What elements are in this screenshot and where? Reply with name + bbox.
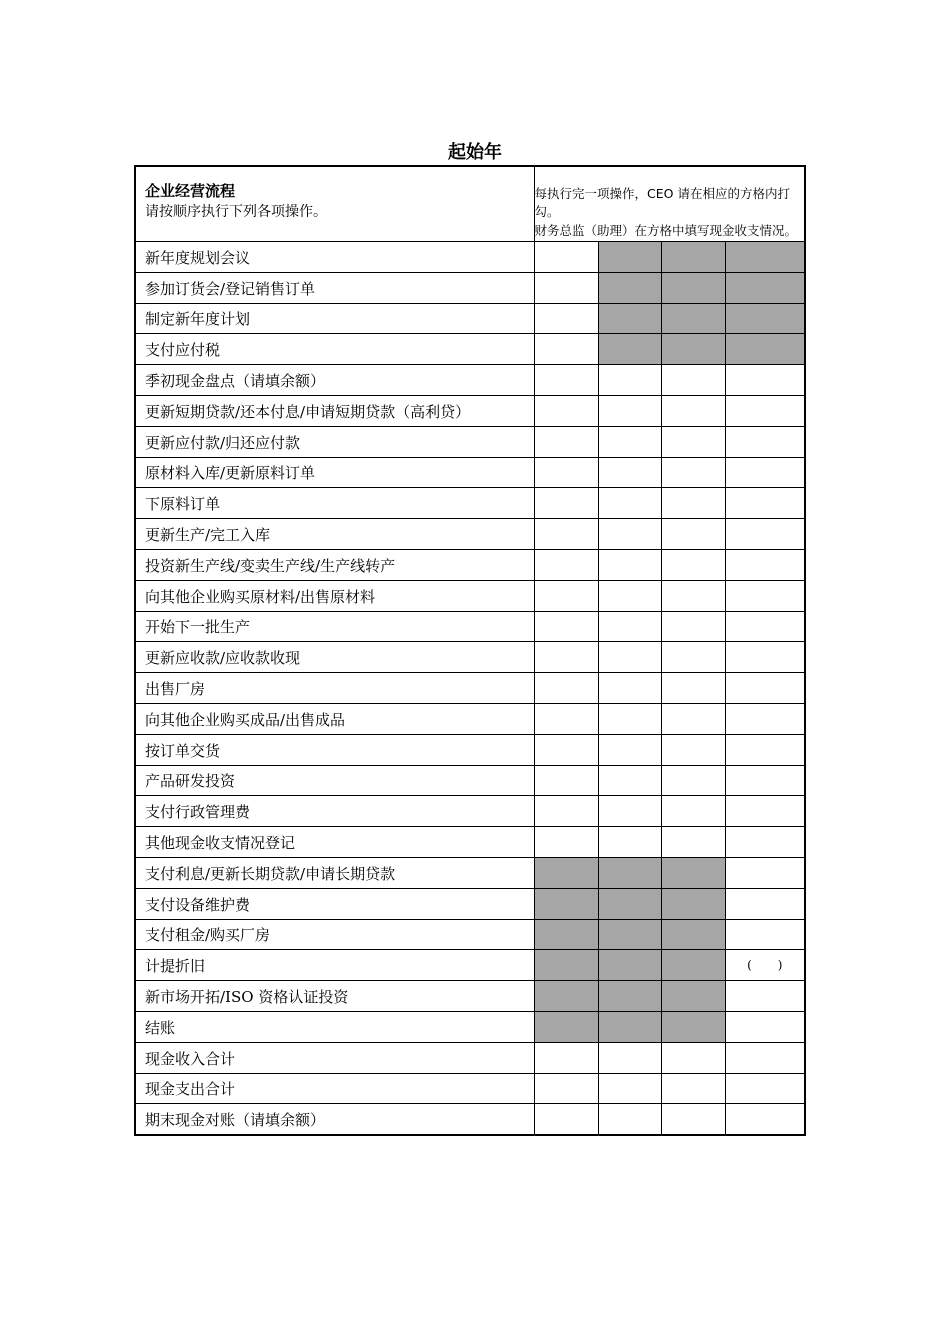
table-row [135,1073,805,1104]
entry-cell[interactable] [598,1073,661,1104]
table-header-row [135,166,805,242]
header-cfo-instruction: 财务总监（助理）在方格中填写现金收支情况。 [534,223,798,238]
entry-cell[interactable] [598,796,661,827]
shaded-cell [661,857,725,888]
entry-cell[interactable] [725,827,805,858]
operation-label: 向其他企业购买成品/出售成品 [135,703,534,734]
entry-cell[interactable] [598,827,661,858]
shaded-cell [661,950,725,981]
entry-cell[interactable] [725,611,805,642]
operations-table [134,165,806,1136]
operation-label: 参加订货会/登记销售订单 [135,272,534,303]
entry-cell[interactable] [661,703,725,734]
entry-cell[interactable] [661,549,725,580]
shaded-cell [661,888,725,919]
table-row [135,734,805,765]
table-row [135,857,805,888]
shaded-cell [598,1011,661,1042]
header-process-instruction: 请按顺序执行下列各项操作。 [145,204,327,220]
table-row [135,519,805,550]
entry-cell[interactable] [534,457,598,488]
table-row [135,703,805,734]
entry-cell[interactable] [534,673,598,704]
entry-cell[interactable] [661,580,725,611]
table-row [135,827,805,858]
entry-cell[interactable] [661,1042,725,1073]
operation-label: 制定新年度计划 [135,303,534,334]
shaded-cell [598,857,661,888]
entry-cell[interactable] [534,1073,598,1104]
entry-cell[interactable] [725,488,805,519]
page-title: 起始年 [448,142,502,163]
entry-cell[interactable] [661,426,725,457]
operation-label: 更新应收款/应收款收现 [135,642,534,673]
entry-cell[interactable] [598,580,661,611]
entry-cell[interactable] [725,395,805,426]
entry-cell[interactable] [598,765,661,796]
entry-cell[interactable] [725,1011,805,1042]
entry-cell[interactable] [598,426,661,457]
entry-cell[interactable] [725,888,805,919]
shaded-cell [661,242,725,273]
entry-cell[interactable] [534,642,598,673]
table-row [135,365,805,396]
entry-cell[interactable] [661,365,725,396]
entry-cell[interactable] [661,765,725,796]
entry-cell[interactable] [725,580,805,611]
operation-label: 产品研发投资 [135,765,534,796]
entry-cell[interactable] [725,519,805,550]
entry-cell[interactable] [661,395,725,426]
entry-cell[interactable] [598,734,661,765]
table-row [135,888,805,919]
entry-cell[interactable] [725,549,805,580]
entry-cell[interactable] [661,827,725,858]
entry-cell[interactable] [534,395,598,426]
table-row [135,919,805,950]
operation-label: 向其他企业购买原材料/出售原材料 [135,580,534,611]
table-row [135,303,805,334]
shaded-cell [725,242,805,273]
entry-cell[interactable] [661,1104,725,1135]
entry-cell[interactable] [661,1073,725,1104]
operation-label: 更新短期贷款/还本付息/申请短期贷款（高利贷） [135,395,534,426]
entry-cell[interactable] [534,488,598,519]
operation-label: 现金收入合计 [135,1042,534,1073]
entry-cell[interactable] [661,673,725,704]
entry-cell[interactable] [598,703,661,734]
shaded-cell [661,919,725,950]
shaded-cell [661,981,725,1012]
shaded-cell [598,272,661,303]
operation-label: 下原料订单 [135,488,534,519]
entry-cell[interactable] [534,242,598,273]
table-row [135,272,805,303]
header-process-title: 企业经营流程 [145,182,236,200]
table-row [135,457,805,488]
table-row [135,395,805,426]
operation-label: 支付行政管理费 [135,796,534,827]
table-row [135,580,805,611]
shaded-cell [725,272,805,303]
entry-cell[interactable] [725,734,805,765]
entry-cell[interactable] [534,426,598,457]
paren-close: ) [777,958,783,973]
shaded-cell [534,981,598,1012]
entry-cell[interactable] [725,703,805,734]
entry-cell[interactable] [534,334,598,365]
entry-cell[interactable] [534,1042,598,1073]
table-row [135,981,805,1012]
shaded-cell [534,919,598,950]
operation-label: 支付租金/购买厂房 [135,919,534,950]
entry-cell[interactable] [725,796,805,827]
operation-label: 其他现金收支情况登记 [135,827,534,858]
operation-label: 支付利息/更新长期贷款/申请长期贷款 [135,857,534,888]
operation-label: 更新生产/完工入库 [135,519,534,550]
shaded-cell [598,950,661,981]
entry-cell[interactable] [661,611,725,642]
entry-cell[interactable] [661,734,725,765]
table-row [135,334,805,365]
table-row [135,1042,805,1073]
shaded-cell [661,272,725,303]
operation-label: 出售厂房 [135,673,534,704]
shaded-cell [534,888,598,919]
shaded-cell [725,303,805,334]
table-row [135,796,805,827]
operation-label: 现金支出合计 [135,1073,534,1104]
entry-cell[interactable] [534,272,598,303]
operation-label: 季初现金盘点（请填余额） [135,365,534,396]
entry-cell[interactable] [598,457,661,488]
operation-label: 更新应付款/归还应付款 [135,426,534,457]
shaded-cell [534,1011,598,1042]
entry-cell[interactable] [661,796,725,827]
entry-cell[interactable] [725,765,805,796]
entry-cell[interactable] [534,734,598,765]
shaded-cell [534,857,598,888]
operation-label: 开始下一批生产 [135,611,534,642]
entry-cell[interactable] [598,519,661,550]
table-row [135,765,805,796]
operation-label: 结账 [135,1011,534,1042]
table-row [135,488,805,519]
paren-open: ( [747,958,752,973]
entry-cell[interactable] [661,488,725,519]
entry-cell[interactable] [534,580,598,611]
shaded-cell [661,334,725,365]
entry-cell[interactable] [725,457,805,488]
table-row [135,1011,805,1042]
entry-cell[interactable] [534,611,598,642]
shaded-cell [725,334,805,365]
table-row [135,642,805,673]
header-right-cell [534,166,805,242]
table-row [135,673,805,704]
entry-cell[interactable] [725,1042,805,1073]
entry-cell[interactable] [534,1104,598,1135]
entry-cell[interactable] [534,703,598,734]
entry-cell[interactable] [725,1104,805,1135]
entry-cell[interactable] [725,642,805,673]
entry-cell[interactable] [534,796,598,827]
entry-cell[interactable] [598,673,661,704]
entry-cell[interactable] [534,827,598,858]
table-row [135,426,805,457]
operation-label: 新市场开拓/ISO 资格认证投资 [135,981,534,1012]
entry-cell[interactable] [661,519,725,550]
shaded-cell [661,303,725,334]
entry-cell[interactable] [725,426,805,457]
operation-label: 支付设备维护费 [135,888,534,919]
shaded-cell [598,919,661,950]
entry-cell[interactable] [725,857,805,888]
entry-cell[interactable] [534,549,598,580]
header-left-cell [135,166,534,242]
entry-cell[interactable] [661,642,725,673]
shaded-cell [534,950,598,981]
shaded-cell [598,242,661,273]
table-row [135,242,805,273]
operation-label: 计提折旧 [135,950,534,981]
shaded-cell [598,334,661,365]
entry-cell[interactable] [725,981,805,1012]
operation-label: 按订单交货 [135,734,534,765]
entry-cell[interactable] [598,395,661,426]
shaded-cell [598,888,661,919]
shaded-cell [598,981,661,1012]
entry-cell[interactable] [598,549,661,580]
entry-cell[interactable] [725,673,805,704]
table-row [135,1104,805,1135]
entry-cell[interactable] [598,1042,661,1073]
operation-label: 投资新生产线/变卖生产线/生产线转产 [135,549,534,580]
shaded-cell [598,303,661,334]
entry-cell[interactable] [725,1073,805,1104]
operation-label: 新年度规划会议 [135,242,534,273]
entry-cell[interactable] [534,365,598,396]
entry-cell[interactable] [598,488,661,519]
header-ceo-instruction: 每执行完一项操作，CEO 请在相应的方格内打勾。 [534,186,790,219]
operation-label: 支付应付税 [135,334,534,365]
entry-cell[interactable] [534,519,598,550]
depreciation-entry-cell[interactable] [725,950,805,981]
entry-cell[interactable] [598,1104,661,1135]
entry-cell[interactable] [534,303,598,334]
operation-label: 期末现金对账（请填余额） [135,1104,534,1135]
entry-cell[interactable] [725,919,805,950]
entry-cell[interactable] [661,457,725,488]
entry-cell[interactable] [598,365,661,396]
entry-cell[interactable] [598,642,661,673]
entry-cell[interactable] [725,365,805,396]
shaded-cell [661,1011,725,1042]
table-row [135,950,805,981]
table-row [135,611,805,642]
operation-label: 原材料入库/更新原料订单 [135,457,534,488]
table-row [135,549,805,580]
entry-cell[interactable] [598,611,661,642]
entry-cell[interactable] [534,765,598,796]
